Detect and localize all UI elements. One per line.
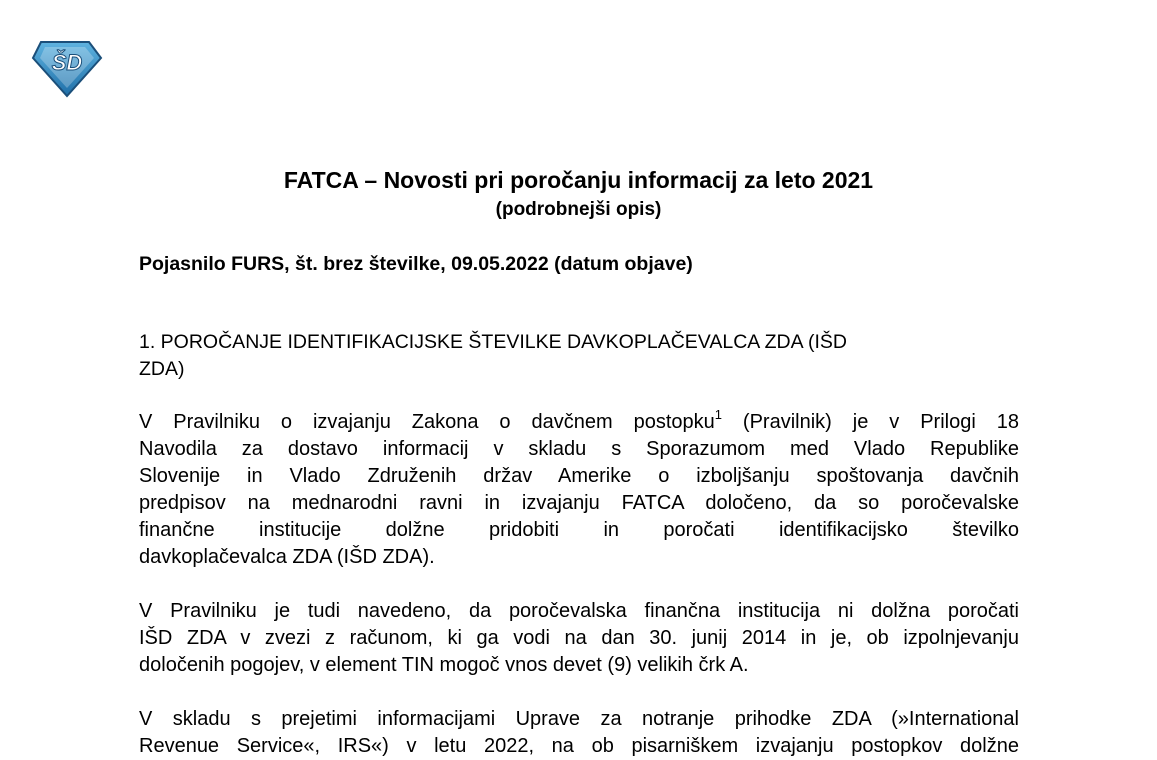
section-heading-line-1: 1. POROČANJE IDENTIFIKACIJSKE ŠTEVILKE DAVKOPLAČEVALCA ZDA (IŠD [139,331,847,353]
company-logo [31,40,103,98]
paragraph-line: V skladu s prejetimi informacijami Uprave za notranje prihodke ZDA (»International [139,708,1019,730]
explanation-reference: Pojasnilo FURS, št. brez številke, 09.05.2022 (datum objave) [139,253,693,275]
paragraph-line: Slovenije in Vlado Združenih držav Amerike o izboljšanju spoštovanja davčnih [139,465,1019,487]
paragraph-line: Navodila za dostavo informacij v skladu s Sporazumom med Vlado Republike [139,438,1019,460]
section-heading-line-2: ZDA) [139,358,185,380]
svg-text:ŠD: ŠD [51,50,83,75]
paragraph-text: (Pravilnik) je v Prilogi 18 [721,411,1019,433]
paragraph-line: IŠD ZDA v zvezi z računom, ki ga vodi na dan 30. junij 2014 in je, ob izpolnjevanju [139,627,1019,649]
paragraph-line: določenih pogojev, v element TIN mogoč vnos devet (9) velikih črk A. [139,654,749,676]
paragraph-line: Revenue Service«, IRS«) v letu 2022, na ob pisarniškem izvajanju postopkov dolžne [139,735,1019,757]
paragraph-1 [139,409,1019,571]
paragraph-line: finančne institucije dolžne pridobiti in poročati identifikacijsko številko [139,519,1019,541]
section-heading [139,329,1039,383]
paragraph-line: davkoplačevalca ZDA (IŠD ZDA). [139,546,435,568]
paragraph-text: V Pravilniku o izvajanju Zakona o davčnem postopku [139,411,715,433]
document-title: FATCA – Novosti pri poročanju informacij za leto 2021 [283,167,874,193]
footnote-reference[interactable]: 1 [714,407,722,423]
document-subtitle: (podrobnejši opis) [495,199,662,220]
paragraph-line [139,409,1019,436]
paragraph-line: predpisov na mednarodni ravni in izvajanju FATCA določeno, da so poročevalske [139,492,1019,514]
paragraph-line: V Pravilniku je tudi navedeno, da poročevalska finančna institucija ni dolžna poročati [139,600,1019,622]
paragraph-3 [139,706,1019,760]
paragraph-2 [139,598,1019,679]
